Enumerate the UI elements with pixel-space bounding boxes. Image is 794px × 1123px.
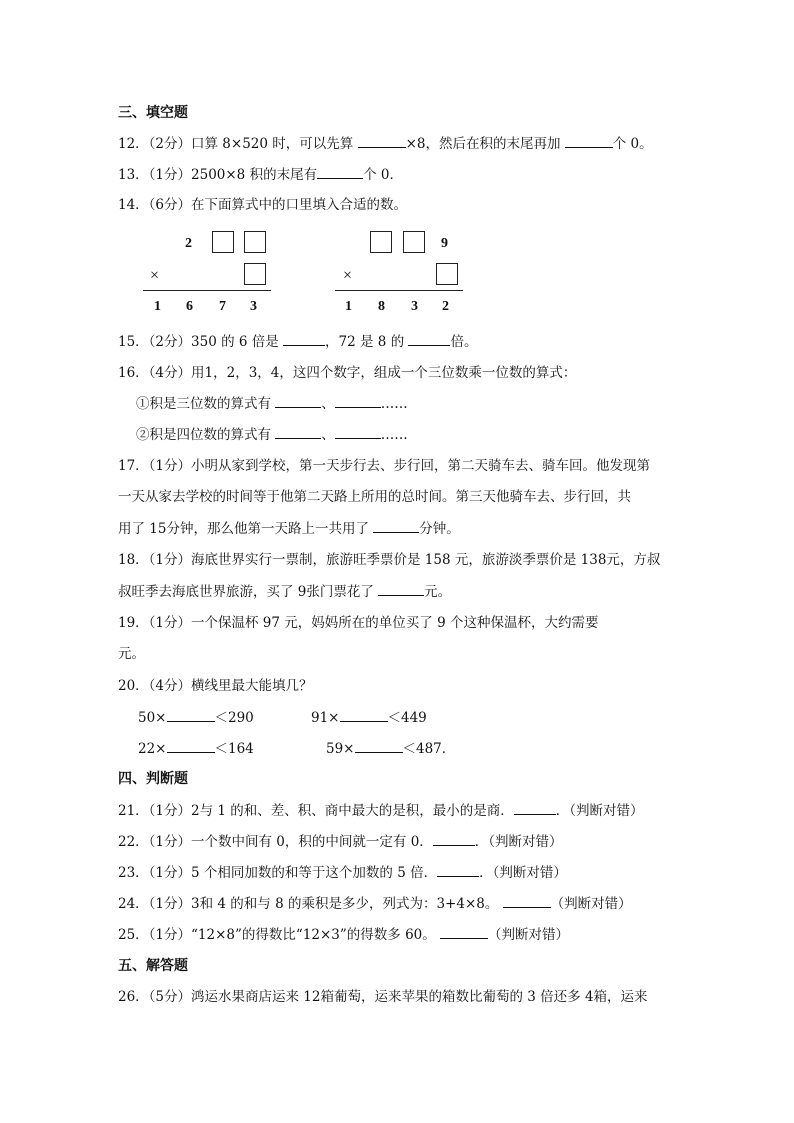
sum-line xyxy=(335,290,463,291)
answer-blank[interactable] xyxy=(335,394,381,408)
answer-blank[interactable] xyxy=(355,739,403,753)
section-heading-true-false: 四、判断题 xyxy=(118,771,188,787)
question-12: 12．（2分）口算 8×520 时，可以先算 ×8，然后在积的末尾再加 个 0。 xyxy=(118,136,653,152)
question-24: 24．（1分）3和 4 的和与 8 的乘积是多少，列式为：3+4×8。 （判断对错） xyxy=(118,896,632,912)
question-14: 14．（6分）在下面算式中的口里填入合适的数。 xyxy=(118,197,408,213)
digit: 6 xyxy=(186,299,193,314)
inequality-3: 22× ＜164 xyxy=(138,741,254,757)
answer-blank[interactable] xyxy=(378,582,424,596)
digit-box[interactable] xyxy=(403,231,425,253)
question-16: 16．（4分）用1，2，3，4，这四个数字，组成一个三位数乘一位数的算式： xyxy=(118,365,577,381)
times-sign: × xyxy=(343,267,353,284)
inequality-2: 91× ＜449 xyxy=(311,710,427,726)
question-21: 21．（1分）2与 1 的和、差、积、商中最大的是积，最小的是商． ．（判断对错） xyxy=(118,803,644,819)
question-18-line-1: 18．（1分）海底世界实行一票制，旅游旺季票价是 158 元，旅游淡季票价是 138元，方叔 xyxy=(118,552,661,568)
answer-blank[interactable] xyxy=(565,134,613,148)
digit: 7 xyxy=(219,299,226,314)
times-sign: × xyxy=(150,267,160,284)
answer-blank[interactable] xyxy=(275,394,321,408)
answer-blank[interactable] xyxy=(433,832,475,846)
digit-box[interactable] xyxy=(436,263,458,285)
question-19-line-1: 19．（1分）一个保温杯 97 元，妈妈所在的单位买了 9 个这种保温杯，大约需要 xyxy=(118,615,599,631)
question-26: 26．（5分）鸿运水果商店运来 12箱葡萄，运来苹果的箱数比葡萄的 3 倍还多 4箱，运来 xyxy=(118,989,648,1005)
answer-blank[interactable] xyxy=(283,332,325,346)
question-17-line-3: 用了 15分钟，那么他第一天路上一共用了 分钟。 xyxy=(118,521,460,537)
answer-blank[interactable] xyxy=(440,925,488,939)
question-22: 22．（1分）一个数中间有 0，积的中间就一定有 0． ．（判断对错） xyxy=(118,834,563,850)
answer-blank[interactable] xyxy=(167,739,215,753)
digit: 9 xyxy=(441,236,448,251)
digit: 3 xyxy=(411,299,418,314)
inequality-4: 59× ＜487． xyxy=(326,741,456,757)
answer-blank[interactable] xyxy=(437,863,479,877)
answer-blank[interactable] xyxy=(340,708,388,722)
question-25: 25．（1分）“12×8”的得数比“12×3”的得数多 60。 （判断对错） xyxy=(118,927,570,943)
digit: 2 xyxy=(185,236,192,251)
answer-blank[interactable] xyxy=(167,708,215,722)
question-16-part-1: ①积是三位数的算式有 、 …… xyxy=(136,396,408,412)
digit-box[interactable] xyxy=(244,231,266,253)
digit-box[interactable] xyxy=(244,263,266,285)
question-17-line-2: 一天从家去学校的时间等于他第二天路上所用的总时间。第三天他骑车去、步行回，共 xyxy=(118,489,631,505)
answer-blank[interactable] xyxy=(503,894,551,908)
answer-blank[interactable] xyxy=(275,425,321,439)
digit: 1 xyxy=(345,299,352,314)
digit: 1 xyxy=(154,299,161,314)
question-16-part-2: ②积是四位数的算式有 、 …… xyxy=(136,427,408,443)
answer-blank[interactable] xyxy=(408,332,450,346)
digit: 8 xyxy=(378,299,385,314)
section-heading-fill-in: 三、填空题 xyxy=(118,105,188,121)
question-17-line-1: 17．（1分）小明从家到学校，第一天步行去、步行回，第二天骑车去、骑车回。他发现第 xyxy=(118,458,651,474)
answer-blank[interactable] xyxy=(317,165,363,179)
answer-blank[interactable] xyxy=(335,425,381,439)
section-heading-solve: 五、解答题 xyxy=(118,958,188,974)
sum-line xyxy=(143,290,271,291)
digit: 3 xyxy=(250,299,257,314)
inequality-1: 50× ＜290 xyxy=(138,710,254,726)
answer-blank[interactable] xyxy=(373,519,419,533)
digit-box[interactable] xyxy=(212,231,234,253)
digit-box[interactable] xyxy=(370,231,392,253)
question-15: 15．（2分）350 的 6 倍是 ，72 是 8 的 倍。 xyxy=(118,334,478,350)
question-20: 20．（4分）横线里最大能填几？ xyxy=(118,678,313,694)
question-23: 23．（1分）5 个相同加数的和等于这个加数的 5 倍． ．（判断对错） xyxy=(118,865,567,881)
answer-blank[interactable] xyxy=(358,134,406,148)
answer-blank[interactable] xyxy=(514,801,556,815)
question-18-line-2: 叔旺季去海底世界旅游，买了 9张门票花了 元。 xyxy=(118,584,452,600)
question-13: 13．（1分）2500×8 积的末尾有 个 0． xyxy=(118,167,403,183)
question-19-line-2: 元。 xyxy=(118,646,145,662)
digit: 2 xyxy=(442,299,449,314)
